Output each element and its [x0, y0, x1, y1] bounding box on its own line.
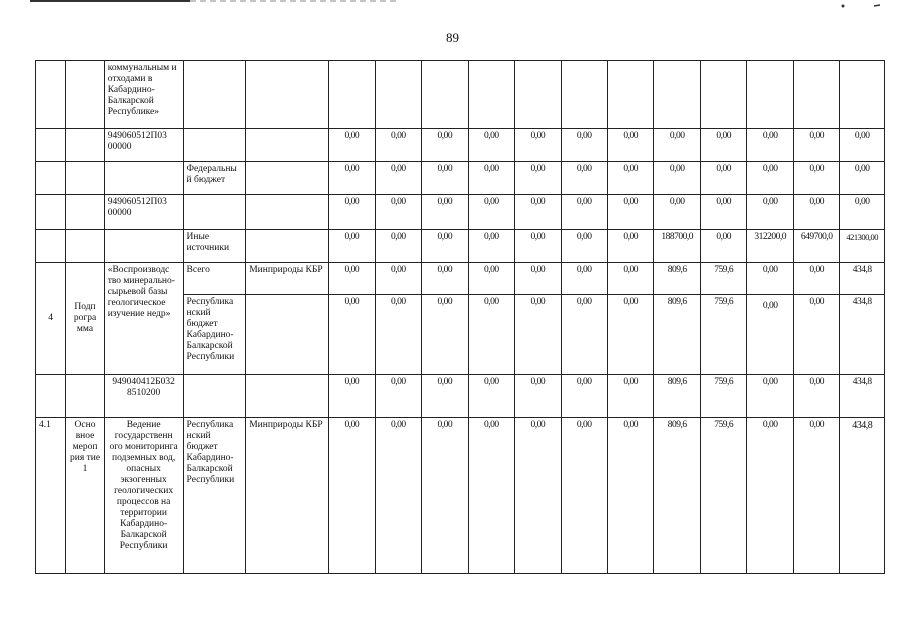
budget-code-cell: 949060512П03 00000: [104, 195, 183, 230]
executor-cell: Минприроды КБР: [246, 263, 329, 295]
value-cell: 0,00: [700, 129, 746, 162]
row-no-cell: [36, 375, 66, 418]
value-cell: 0,00: [793, 162, 839, 195]
value-cell: [700, 61, 746, 129]
value-cell: 0,00: [793, 195, 839, 230]
budget-code-cell: 949040412Б032 8510200: [104, 375, 183, 418]
value-cell: 0,00: [329, 375, 375, 418]
status-cell: [66, 129, 104, 162]
value-cell: 0,00: [422, 162, 468, 195]
value-cell: [607, 61, 653, 129]
value-cell: 0,00: [468, 129, 514, 162]
value-cell: 0,00: [329, 195, 375, 230]
value-cell: 0,00: [793, 375, 839, 418]
value-cell: 421300,00: [840, 230, 885, 263]
value-cell: 0,00: [561, 195, 607, 230]
value-cell: 0,00: [422, 263, 468, 295]
value-cell: 759,6: [700, 263, 746, 295]
budget-code-cell: 949060512П03 00000: [104, 129, 183, 162]
value-cell: 0,00: [468, 263, 514, 295]
value-cell: 0,00: [561, 129, 607, 162]
value-cell: 0,00: [515, 230, 561, 263]
value-cell: 0,00: [515, 295, 561, 375]
value-cell: 0,00: [375, 263, 421, 295]
value-cell: 0,00: [700, 162, 746, 195]
value-cell: 0,00: [793, 418, 839, 574]
value-cell: 0,00: [747, 263, 793, 295]
value-cell: 0,00: [747, 418, 793, 574]
value-cell: 0,00: [468, 418, 514, 574]
value-cell: 649700,0: [793, 230, 839, 263]
value-cell: 0,00: [515, 418, 561, 574]
value-cell: 0,00: [468, 195, 514, 230]
value-cell: 0,00: [747, 295, 793, 375]
value-cell: 0,00: [654, 162, 700, 195]
table-row: [36, 375, 885, 418]
value-cell: 0,00: [607, 295, 653, 375]
executor-cell: [246, 295, 329, 375]
funding-source-cell: Республика нский бюджет Кабардино-Балкарской Республики: [183, 295, 246, 375]
value-cell: 0,00: [840, 195, 885, 230]
value-cell: 0,00: [329, 129, 375, 162]
value-cell: 0,00: [561, 162, 607, 195]
value-cell: 0,00: [840, 129, 885, 162]
value-cell: 0,00: [747, 195, 793, 230]
status-cell: [66, 61, 104, 129]
value-cell: [654, 61, 700, 129]
program-name-cell: [104, 230, 183, 263]
value-cell: 0,00: [561, 295, 607, 375]
value-cell: 0,00: [607, 162, 653, 195]
value-cell: 0,00: [422, 195, 468, 230]
executor-cell: [246, 230, 329, 263]
value-cell: 0,00: [468, 375, 514, 418]
executor-cell: [246, 61, 329, 129]
status-cell: [66, 195, 104, 230]
row-no-cell: 4.1: [36, 418, 66, 574]
value-cell: 0,00: [422, 375, 468, 418]
value-cell: 0,00: [329, 295, 375, 375]
value-cell: 0,00: [375, 195, 421, 230]
value-cell: 0,00: [607, 195, 653, 230]
value-cell: [422, 61, 468, 129]
value-cell: 0,00: [422, 230, 468, 263]
status-cell: Осно вное мероп рия тие 1: [66, 418, 104, 574]
value-cell: 434,8: [840, 295, 885, 375]
row-no-cell: [36, 162, 66, 195]
value-cell: 0,00: [607, 129, 653, 162]
value-cell: 0,00: [468, 295, 514, 375]
value-cell: 0,00: [375, 375, 421, 418]
value-cell: 0,00: [422, 418, 468, 574]
value-cell: 188700,0: [654, 230, 700, 263]
value-cell: 434,8: [840, 418, 885, 574]
value-cell: 0,00: [422, 295, 468, 375]
value-cell: 312200,0: [747, 230, 793, 263]
value-cell: [561, 61, 607, 129]
table-row: [36, 418, 885, 574]
page-number: 89: [446, 30, 459, 45]
table-row: [36, 195, 885, 230]
executor-cell: [246, 375, 329, 418]
value-cell: 0,00: [607, 375, 653, 418]
value-cell: 0,00: [515, 129, 561, 162]
value-cell: 0,00: [793, 129, 839, 162]
row-no-cell: [36, 129, 66, 162]
value-cell: 0,00: [607, 263, 653, 295]
table-row: [36, 61, 885, 129]
value-cell: 434,8: [840, 375, 885, 418]
value-cell: 0,00: [329, 418, 375, 574]
value-cell: 0,00: [375, 129, 421, 162]
status-cell: Подп рогра мма: [66, 263, 104, 375]
executor-cell: [246, 195, 329, 230]
value-cell: 759,6: [700, 295, 746, 375]
value-cell: 0,00: [561, 375, 607, 418]
value-cell: 0,00: [747, 375, 793, 418]
value-cell: 0,00: [375, 295, 421, 375]
value-cell: 0,00: [793, 263, 839, 295]
value-cell: [468, 61, 514, 129]
status-cell: [66, 162, 104, 195]
value-cell: 0,00: [747, 162, 793, 195]
executor-cell: [246, 162, 329, 195]
value-cell: 0,00: [561, 418, 607, 574]
value-cell: [515, 61, 561, 129]
value-cell: 0,00: [607, 418, 653, 574]
row-no-cell: [36, 230, 66, 263]
row-no-cell: 4: [36, 263, 66, 375]
value-cell: 0,00: [329, 162, 375, 195]
value-cell: 0,00: [329, 263, 375, 295]
funding-source-cell: Федеральны й бюджет: [183, 162, 246, 195]
value-cell: 0,00: [375, 162, 421, 195]
program-name-cell: «Воспроизводс тво минерально-сырьевой базы геологическое изучение недр»: [104, 263, 183, 375]
value-cell: 0,00: [515, 162, 561, 195]
value-cell: 0,00: [747, 129, 793, 162]
scan-top-edge-marks: [0, 0, 905, 8]
value-cell: 0,00: [329, 230, 375, 263]
value-cell: [329, 61, 375, 129]
value-cell: 809,6: [654, 375, 700, 418]
row-no-cell: [36, 61, 66, 129]
value-cell: 809,6: [654, 263, 700, 295]
table-row: [36, 162, 885, 195]
funding-source-cell: [183, 375, 246, 418]
value-cell: 0,00: [422, 129, 468, 162]
value-cell: 0,00: [607, 230, 653, 263]
program-name-cell: [104, 162, 183, 195]
value-cell: 759,6: [700, 418, 746, 574]
value-cell: 0,00: [375, 418, 421, 574]
value-cell: [840, 61, 885, 129]
value-cell: 0,00: [793, 295, 839, 375]
status-cell: [66, 230, 104, 263]
value-cell: 0,00: [654, 195, 700, 230]
funding-source-cell: [183, 61, 246, 129]
executor-cell: Минприроды КБР: [246, 418, 329, 574]
program-name-cell: коммунальным и отходами в Кабардино-Балкарской Республике»: [104, 61, 183, 129]
value-cell: 809,6: [654, 295, 700, 375]
value-cell: 809,6: [654, 418, 700, 574]
budget-table: [35, 60, 885, 574]
value-cell: 0,00: [700, 230, 746, 263]
funding-source-cell: [183, 195, 246, 230]
funding-source-cell: [183, 129, 246, 162]
value-cell: 759,6: [700, 375, 746, 418]
funding-source-cell: Иные источники: [183, 230, 246, 263]
value-cell: 0,00: [375, 230, 421, 263]
value-cell: 0,00: [700, 195, 746, 230]
value-cell: 0,00: [561, 230, 607, 263]
table-row: [36, 129, 885, 162]
status-cell: [66, 375, 104, 418]
value-cell: [375, 61, 421, 129]
value-cell: [747, 61, 793, 129]
value-cell: 0,00: [654, 129, 700, 162]
program-name-cell: Ведение государственн ого мониторинга подземных вод, опасных экзогенных геологических процессов на территории Кабардино-Балкарской Республики: [104, 418, 183, 574]
value-cell: 434,8: [840, 263, 885, 295]
executor-cell: [246, 129, 329, 162]
funding-source-cell: Республика нский бюджет Кабардино-Балкарской Республики: [183, 418, 246, 574]
value-cell: 0,00: [468, 230, 514, 263]
value-cell: [793, 61, 839, 129]
value-cell: 0,00: [561, 263, 607, 295]
value-cell: 0,00: [468, 162, 514, 195]
value-cell: 0,00: [840, 162, 885, 195]
value-cell: 0,00: [515, 195, 561, 230]
table-row: [36, 263, 885, 295]
value-cell: 0,00: [515, 263, 561, 295]
funding-source-cell: Всего: [183, 263, 246, 295]
table-row: [36, 230, 885, 263]
value-cell: 0,00: [515, 375, 561, 418]
row-no-cell: [36, 195, 66, 230]
